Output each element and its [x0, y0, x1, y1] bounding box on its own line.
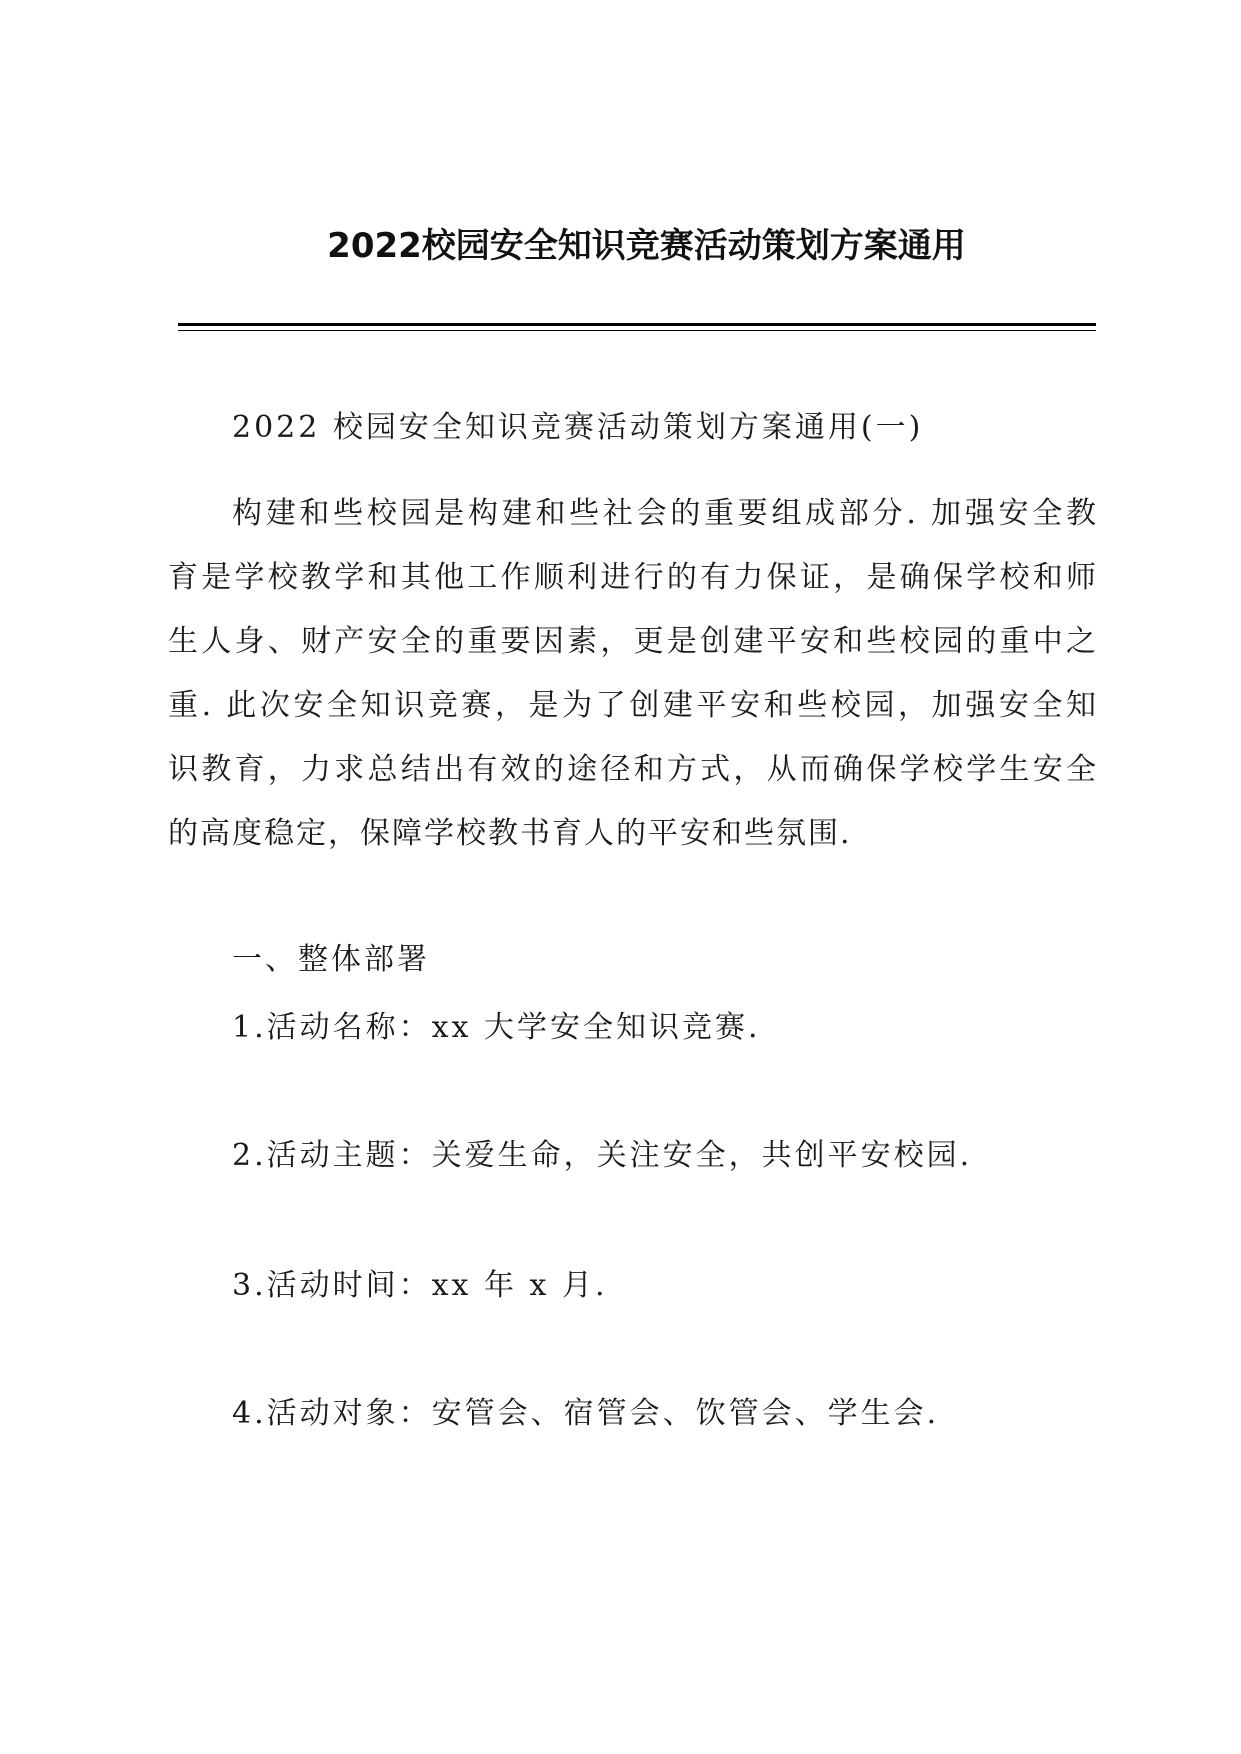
section-subtitle: 2022 校园安全知识竞赛活动策划方案通用(一) [232, 410, 924, 445]
title-rule-thick [178, 323, 1096, 326]
intro-paragraph [168, 482, 1098, 866]
intro-line: 育是学校教学和其他工作顺利进行的有力保证，是确保学校和师 [168, 560, 1098, 595]
intro-line: 构建和些校园是构建和些社会的重要组成部分. 加强安全教 [232, 496, 1098, 531]
intro-line: 生人身、财产安全的重要因素，更是创建平安和些校园的重中之 [168, 624, 1098, 659]
intro-line: 的高度稳定，保障学校教书育人的平安和些氛围. [168, 816, 852, 851]
list-item: 4.活动对象：安管会、宿管会、饮管会、学生会. [232, 1396, 940, 1431]
list-item: 3.活动时间：xx 年 x 月. [232, 1268, 608, 1303]
intro-line: 识教育，力求总结出有效的途径和方式，从而确保学校学生安全 [168, 752, 1098, 787]
list-item: 2.活动主题：关爱生命，关注安全，共创平安校园. [232, 1138, 973, 1173]
list-item: 1.活动名称：xx 大学安全知识竞赛. [232, 1010, 761, 1045]
document-title: 2022校园安全知识竞赛活动策划方案通用 [327, 226, 966, 266]
title-rule-thin [178, 330, 1096, 331]
section-heading: 一、整体部署 [232, 942, 430, 977]
intro-line: 重. 此次安全知识竞赛，是为了创建平安和些校园，加强安全知 [168, 688, 1098, 723]
